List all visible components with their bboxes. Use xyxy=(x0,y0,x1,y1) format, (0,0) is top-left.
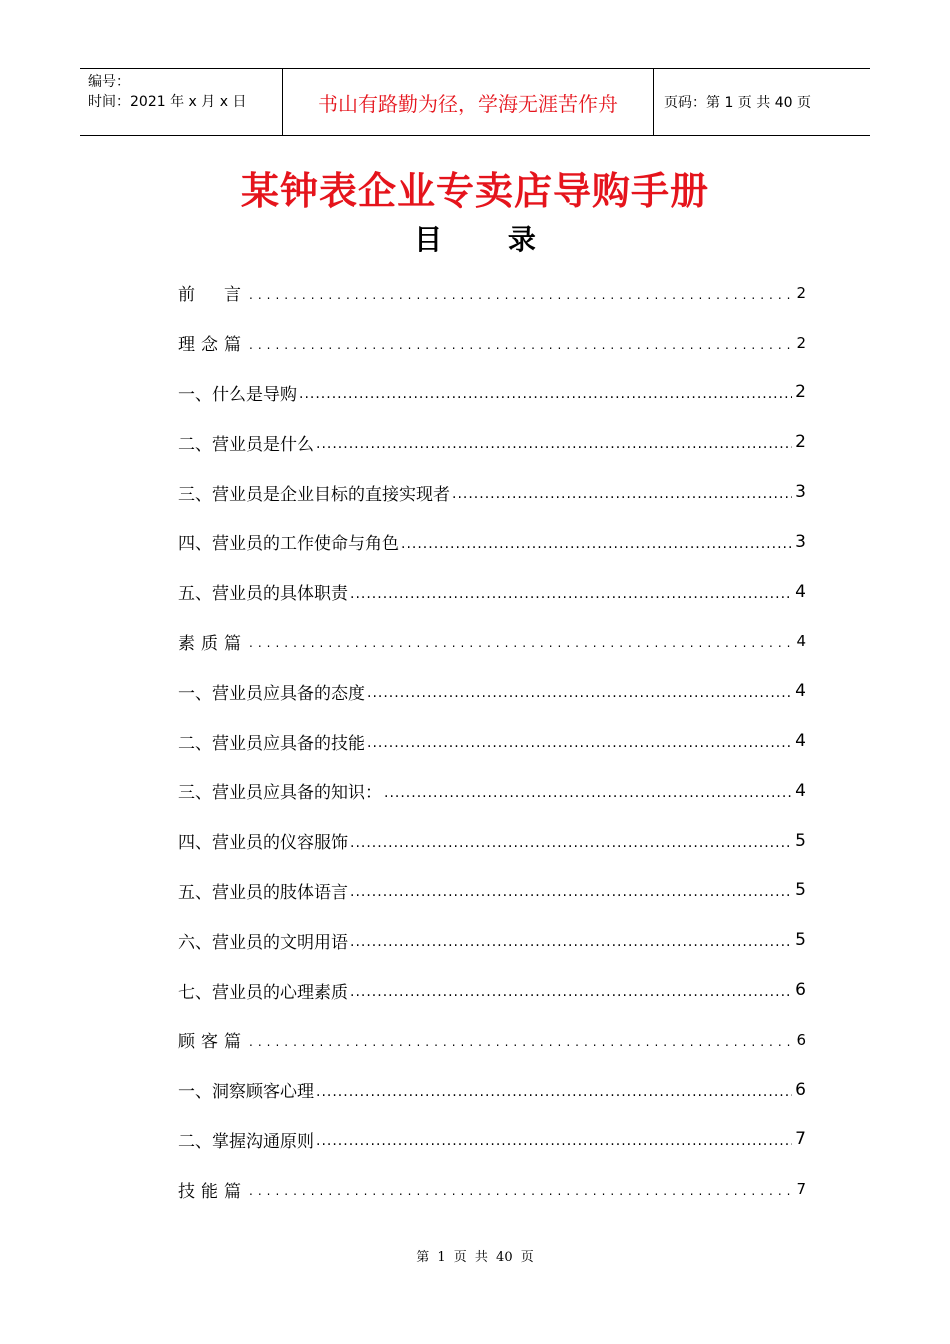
serial-number-label: 编号： xyxy=(88,74,130,90)
toc-entry-label: 七、营业员的心理素质 xyxy=(178,982,348,1003)
document-title: 某钟表企业专卖店导购手册 xyxy=(240,169,709,213)
toc-entry-label: 顾客篇 xyxy=(178,1032,247,1053)
toc-entry-label: 三、营业员是企业目标的直接实现者 xyxy=(178,484,450,505)
toc-entry-page-number: 2 xyxy=(795,382,806,403)
toc-entry-label: 一、营业员应具备的态度 xyxy=(178,683,365,704)
toc-entry[interactable] xyxy=(178,915,806,965)
toc-entry-label: 六、营业员的文明用语 xyxy=(178,932,348,953)
toc-entry-page-number: 4 xyxy=(795,581,806,602)
page-header-table xyxy=(80,68,870,136)
table-of-contents xyxy=(178,268,806,1214)
toc-entry[interactable] xyxy=(178,816,806,866)
header-page-cell xyxy=(654,69,870,135)
toc-entry-label: 三、营业员应具备的知识： xyxy=(178,783,382,804)
toc-dot-leader xyxy=(249,338,792,352)
toc-entry[interactable] xyxy=(178,1115,806,1165)
toc-dot-leader xyxy=(350,934,792,950)
page-info-text: 页码：第 1 页 共 40 页 xyxy=(664,95,811,111)
toc-entry[interactable] xyxy=(178,368,806,418)
toc-entry-page-number: 5 xyxy=(795,930,806,951)
toc-entry-page-number: 3 xyxy=(795,531,806,552)
toc-entry-label: 四、营业员的仪容服饰 xyxy=(178,833,348,854)
toc-entry-label: 二、营业员是什么 xyxy=(178,434,314,455)
toc-entry[interactable] xyxy=(178,766,806,816)
toc-dot-leader xyxy=(249,1184,792,1198)
toc-dot-leader xyxy=(350,586,792,602)
toc-entry-page-number: 3 xyxy=(795,482,806,503)
toc-entry-page-number: 4 xyxy=(795,780,806,801)
toc-entry[interactable] xyxy=(178,417,806,467)
toc-entry[interactable] xyxy=(178,567,806,617)
toc-entry[interactable] xyxy=(178,1164,806,1214)
toc-entry-page-number: 4 xyxy=(796,632,806,651)
toc-entry-label: 五、营业员的肢体语言 xyxy=(178,882,348,903)
toc-entry-label: 二、营业员应具备的技能 xyxy=(178,733,365,754)
toc-entry-label: 素质篇 xyxy=(178,633,247,654)
toc-entry-page-number: 6 xyxy=(795,980,806,1001)
date-label: 时间：2021 年 x 月 x 日 xyxy=(88,94,247,110)
toc-entry[interactable] xyxy=(178,716,806,766)
toc-entry-page-number: 7 xyxy=(796,1180,806,1199)
toc-entry-page-number: 5 xyxy=(795,830,806,851)
toc-entry-label: 理念篇 xyxy=(178,335,247,356)
toc-entry-page-number: 6 xyxy=(796,1030,806,1049)
toc-entry-page-number: 6 xyxy=(795,1079,806,1100)
motto-text: 书山有路勤为径，学海无涯苦作舟 xyxy=(318,91,618,116)
header-meta-cell xyxy=(80,69,282,135)
toc-dot-leader xyxy=(249,1035,792,1049)
toc-dot-leader xyxy=(249,636,792,650)
toc-entry[interactable] xyxy=(178,617,806,667)
toc-dot-leader xyxy=(350,884,792,900)
toc-entry-label: 前 言 xyxy=(178,285,247,306)
toc-entry-page-number: 5 xyxy=(795,880,806,901)
toc-entry[interactable] xyxy=(178,467,806,517)
toc-dot-leader xyxy=(350,984,792,1000)
toc-entry[interactable] xyxy=(178,666,806,716)
toc-entry-page-number: 2 xyxy=(796,333,806,352)
toc-entry-page-number: 4 xyxy=(795,731,806,752)
toc-entry[interactable] xyxy=(178,517,806,567)
toc-dot-leader xyxy=(367,735,792,751)
toc-entry[interactable] xyxy=(178,866,806,916)
toc-dot-leader xyxy=(316,436,792,452)
toc-entry-page-number: 2 xyxy=(796,283,806,302)
toc-dot-leader xyxy=(316,1084,792,1100)
toc-entry-label: 四、营业员的工作使命与角色 xyxy=(178,534,399,555)
toc-dot-leader xyxy=(401,536,792,552)
toc-dot-leader xyxy=(384,785,792,801)
toc-entry-label: 一、洞察顾客心理 xyxy=(178,1082,314,1103)
toc-entry-page-number: 2 xyxy=(795,432,806,453)
toc-entry[interactable] xyxy=(178,1015,806,1065)
toc-entry-page-number: 4 xyxy=(795,681,806,702)
toc-entry-label: 技能篇 xyxy=(178,1181,247,1202)
toc-entry-label: 一、什么是导购 xyxy=(178,384,297,405)
toc-heading: 目 录 xyxy=(414,223,564,256)
toc-dot-leader xyxy=(249,288,792,302)
toc-dot-leader xyxy=(299,386,792,402)
toc-entry[interactable] xyxy=(178,965,806,1015)
toc-entry-label: 五、营业员的具体职责 xyxy=(178,584,348,605)
toc-dot-leader xyxy=(316,1133,792,1149)
toc-dot-leader xyxy=(367,685,792,701)
toc-entry[interactable] xyxy=(178,318,806,368)
toc-dot-leader xyxy=(350,835,792,851)
toc-dot-leader xyxy=(452,486,792,502)
header-motto-cell xyxy=(282,69,654,135)
toc-entry[interactable] xyxy=(178,268,806,318)
toc-entry-page-number: 7 xyxy=(795,1129,806,1150)
page-footer: 第 1 页 共 40 页 xyxy=(416,1250,534,1265)
toc-entry[interactable] xyxy=(178,1065,806,1115)
toc-entry-label: 二、掌握沟通原则 xyxy=(178,1131,314,1152)
